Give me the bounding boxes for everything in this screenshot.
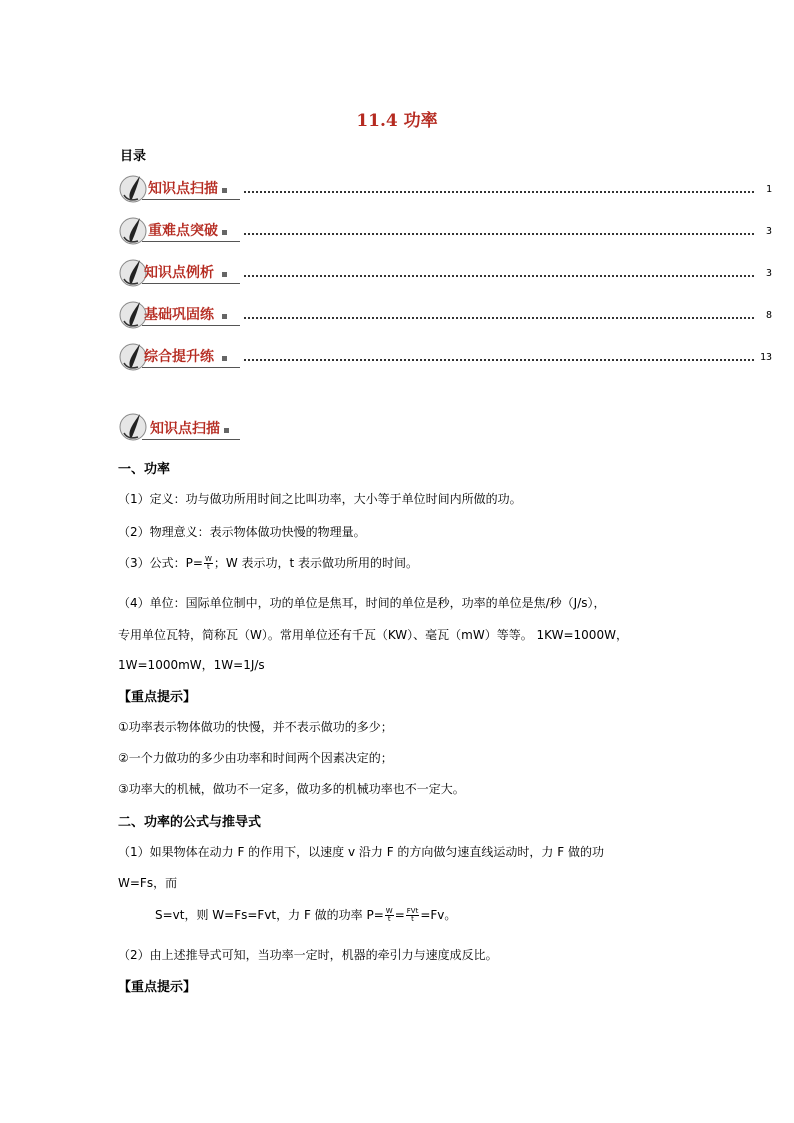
paragraph: （4）单位：国际单位制中，功的单位是焦耳，时间的单位是秒，功率的单位是焦/秒（J/s），: [118, 596, 606, 610]
decor-square: [222, 356, 227, 361]
decor-square: [222, 314, 227, 319]
divider: [142, 325, 240, 326]
section-badge: [118, 340, 242, 374]
section-heading: 一、功率: [118, 462, 171, 477]
toc-heading: 目录: [120, 149, 147, 164]
divider: [142, 199, 240, 200]
denominator: t: [387, 915, 391, 923]
formula-text: S=vt，则 W=Fs=Fvt，力 F 做的功率 P=: [155, 908, 384, 922]
formula-text: ；W 表示功，t 表示做功所用的时间。: [213, 556, 419, 570]
section-badge: [118, 214, 242, 248]
leader-dots: [244, 190, 754, 193]
section-badge: [118, 298, 242, 332]
badge-label: 综合提升练: [144, 349, 214, 365]
paragraph: 专用单位瓦特，简称瓦（W）。常用单位还有千瓦（KW）、毫瓦（mW）等等。 1KW=1000W，: [118, 628, 628, 642]
section-badge: [118, 172, 242, 206]
paragraph: 1W=1000mW，1W=1J/s: [118, 658, 265, 672]
toc-page-number: 3: [765, 268, 772, 279]
decor-square: [224, 428, 229, 433]
toc-page-number: 13: [759, 352, 772, 363]
badge-label: 知识点扫描: [150, 421, 220, 437]
tip-heading: 【重点提示】: [118, 980, 197, 995]
divider: [142, 283, 240, 284]
numerator: W: [385, 907, 393, 915]
section-badge: [118, 256, 242, 290]
leader-dots: [244, 358, 754, 361]
toc-entry[interactable]: [118, 214, 772, 250]
leader-dots: [244, 316, 754, 319]
leader-dots: [244, 232, 754, 235]
divider: [142, 241, 240, 242]
badge-label: 基础巩固练: [144, 307, 214, 323]
tip-heading: 【重点提示】: [118, 690, 197, 705]
formula-text: =: [394, 908, 405, 922]
divider: [142, 439, 240, 440]
toc-entry[interactable]: [118, 298, 772, 334]
decor-square: [222, 230, 227, 235]
page-title: 11.4 功率: [356, 111, 438, 131]
toc-entry[interactable]: [118, 172, 772, 208]
brush-icon: [118, 214, 152, 248]
toc-entry[interactable]: [118, 256, 772, 292]
formula-text: =Fv。: [420, 908, 457, 922]
formula-line: [118, 554, 418, 571]
paragraph: （1）如果物体在动力 F 的作用下，以速度 v 沿力 F 的方向做匀速直线运动时，力 F 做的功: [118, 845, 604, 859]
fraction: [406, 908, 420, 923]
toc-page-number: 1: [765, 184, 772, 195]
paragraph: W=Fs，而: [118, 876, 178, 890]
fraction: [204, 556, 213, 571]
paragraph: （1）定义：功与做功所用时间之比叫功率，大小等于单位时间内所做的功。: [118, 492, 522, 506]
toc-entry[interactable]: [118, 340, 772, 376]
paragraph: （2）物理意义：表示物体做功快慢的物理量。: [118, 525, 366, 539]
badge-label: 知识点例析: [144, 265, 214, 281]
decor-square: [222, 188, 227, 193]
section-heading: 二、功率的公式与推导式: [118, 815, 262, 830]
toc-page-number: 8: [765, 310, 772, 321]
section-badge-knowledge-scan: [118, 410, 248, 446]
formula-line: [155, 906, 456, 923]
badge-label: 知识点扫描: [148, 181, 218, 197]
denominator: t: [411, 915, 414, 923]
brush-icon: [118, 172, 152, 206]
tip-item: ③功率大的机械，做功不一定多，做功多的机械功率也不一定大。: [118, 782, 465, 796]
formula-text: （3）公式：P=: [118, 556, 203, 570]
tip-item: ②一个力做功的多少由功率和时间两个因素决定的；: [118, 751, 393, 765]
toc-page-number: 3: [765, 226, 772, 237]
fraction: [385, 908, 394, 923]
numerator: FVt: [406, 907, 419, 915]
tip-item: ①功率表示物体做功的快慢，并不表示做功的多少；: [118, 720, 393, 734]
divider: [142, 367, 240, 368]
denominator: t: [207, 563, 210, 571]
leader-dots: [244, 274, 754, 277]
paragraph: （2）由上述推导式可知，当功率一定时，机器的牵引力与速度成反比。: [118, 948, 498, 962]
numerator: W: [204, 555, 212, 563]
badge-label: 重难点突破: [148, 223, 218, 239]
decor-square: [222, 272, 227, 277]
